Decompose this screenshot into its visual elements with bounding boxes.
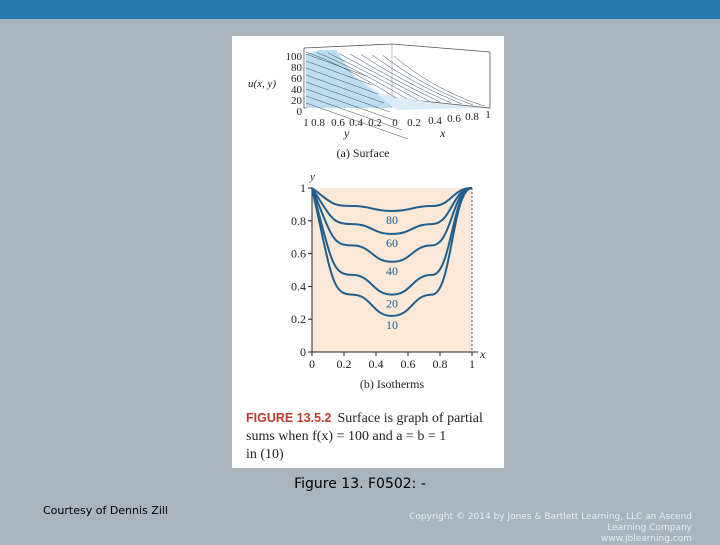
isotherm-x-ticks <box>309 357 475 371</box>
isotherm-y-ticks <box>291 181 306 359</box>
isotherm-label-10: 10 <box>386 317 398 332</box>
x-tick-label: 0.4 <box>368 357 384 371</box>
copyright-url: www.jblearning.com <box>600 534 692 544</box>
figure-caption-text <box>246 411 483 426</box>
x-tick-label: 0.8 <box>432 357 448 371</box>
surface-z-tick: 80 <box>291 62 302 74</box>
surface-y-tick: 0.2 <box>368 117 382 129</box>
surface-x-label: x <box>440 126 446 140</box>
y-tick-label: 1 <box>300 181 306 195</box>
figure-caption-label: FIGURE 13.5.2 <box>246 411 332 425</box>
isotherm-y-label: y <box>310 171 315 183</box>
isotherm-label-60: 60 <box>386 235 398 250</box>
figure-svg <box>232 36 504 468</box>
surface-y-tick: 0 <box>392 117 398 129</box>
figure-caption-line1: Surface is graph of partial <box>337 411 483 426</box>
surface-x-tick: 1 <box>485 109 491 121</box>
copyright-notice <box>382 512 692 545</box>
surface-mesh-line <box>394 56 484 106</box>
surface-z-tick: 40 <box>291 84 302 96</box>
surface-x-tick: 0.2 <box>407 117 421 129</box>
y-tick-label: 0.4 <box>291 279 306 294</box>
figure-caption <box>246 411 483 462</box>
surface-x-tick: 0.6 <box>447 113 461 125</box>
slide-header-bar <box>0 0 720 19</box>
slide-title: Figure 13. F0502: - <box>294 476 426 492</box>
surface-y-tick: 0.6 <box>331 117 345 129</box>
surface-y-tick: 0.8 <box>311 117 325 129</box>
surface-y-label: y <box>344 126 350 140</box>
isotherm-caption: (b) Isotherms <box>359 377 425 391</box>
isotherm-plot <box>291 171 486 391</box>
surface-z-tick: 60 <box>291 73 302 85</box>
surface-y-tick: 1 <box>303 117 309 129</box>
x-tick-label: 0.6 <box>400 357 416 371</box>
x-tick-label: 0 <box>309 357 315 371</box>
surface-z-tick: 0 <box>296 106 302 118</box>
surface-z-tick: 20 <box>291 95 302 107</box>
x-tick-label: 1 <box>469 357 475 371</box>
courtesy-credit: Courtesy of Dennis Zill <box>43 504 168 517</box>
surface-z-label: u(x, y) <box>248 78 277 90</box>
isotherm-x-label: x <box>480 347 486 361</box>
surface-z-tick: 100 <box>285 51 302 63</box>
surface-x-tick: 0.8 <box>465 111 479 123</box>
y-tick-label: 0.2 <box>291 312 306 327</box>
surface-y-tick: 0.4 <box>349 117 363 129</box>
figure-image <box>232 36 504 468</box>
surface-plot <box>248 44 491 160</box>
figure-caption-line3: in (10) <box>246 447 284 462</box>
surface-x-tick: 0.4 <box>428 115 442 127</box>
isotherm-label-20: 20 <box>386 296 398 311</box>
surface-fill <box>306 50 397 108</box>
y-tick-label: 0.8 <box>291 213 306 228</box>
isotherm-label-40: 40 <box>386 263 398 278</box>
y-tick-label: 0.6 <box>291 246 306 261</box>
x-tick-label: 0.2 <box>336 357 352 371</box>
copyright-line: Copyright © 2014 by Jones & Bartlett Learning, LLC an Ascend Learning Company <box>409 512 692 533</box>
figure-caption-line2: sums when f(x) = 100 and a = b = 1 <box>246 429 447 444</box>
isotherm-label-80: 80 <box>386 212 398 227</box>
y-tick-label: 0 <box>300 345 306 359</box>
surface-caption: (a) Surface <box>336 146 390 160</box>
